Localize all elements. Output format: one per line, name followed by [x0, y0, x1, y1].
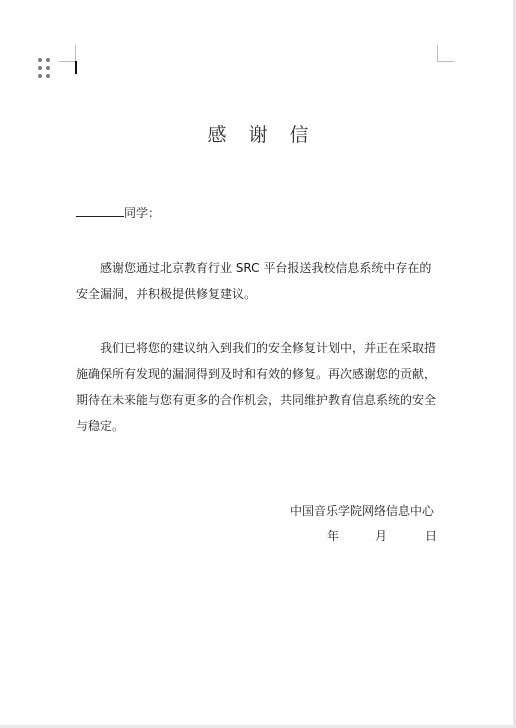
paragraph-line: 我们已将您的建议纳入到我们的安全修复计划中，并正在采取措 — [100, 341, 437, 355]
date-month-label: 月 — [375, 529, 388, 543]
paragraph-line: 感谢您通过北京教育行业 SRC 平台报送我校信息系统中存在的 — [100, 261, 432, 275]
margin-corner-top-right — [437, 45, 454, 62]
margin-corner-top-left — [59, 45, 76, 62]
name-blank-line — [76, 204, 124, 217]
salutation[interactable] — [76, 204, 160, 222]
paragraph-line: 施确保所有发现的漏洞得到及时和有效的修复。再次感谢您的贡献， — [76, 367, 437, 381]
date-year-label: 年 — [327, 529, 340, 543]
paragraph-line: 期待在未来能与您有更多的合作机会，共同维护教育信息系统的安全 — [76, 393, 437, 407]
drag-handle-icon[interactable] — [38, 58, 52, 80]
letter-title[interactable]: 感 谢 信 — [207, 124, 317, 146]
paragraph-plan[interactable] — [76, 335, 438, 439]
paragraph-line: 安全漏洞，并积极提供修复建议。 — [76, 287, 257, 301]
signature-organization[interactable]: 中国音乐学院网络信息中心 — [290, 504, 435, 518]
date-day-label: 日 — [425, 529, 438, 543]
text-cursor — [75, 61, 77, 74]
paragraph-thanks[interactable] — [76, 255, 438, 307]
paragraph-line: 与稳定。 — [76, 419, 125, 433]
salutation-suffix: 同学： — [124, 206, 161, 220]
